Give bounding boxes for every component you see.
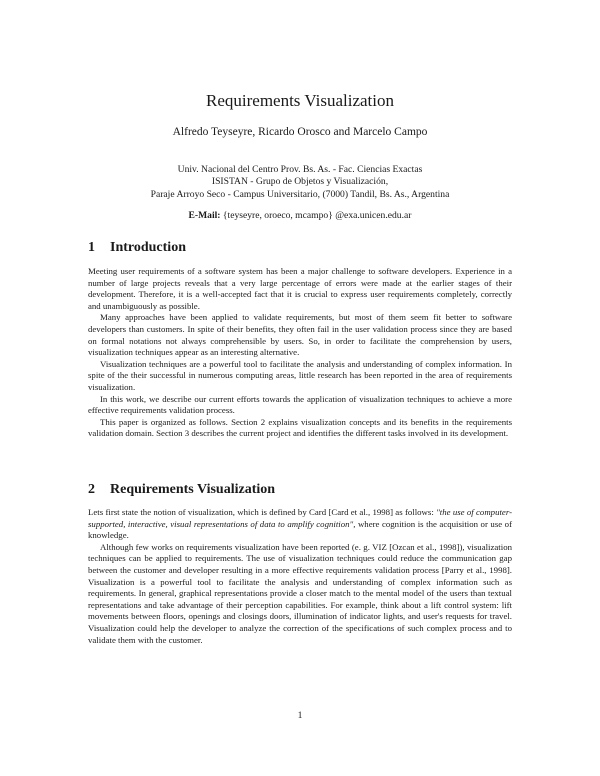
affiliation-block: [0, 164, 600, 201]
email-line: [0, 210, 600, 222]
email-label: E-Mail:: [188, 210, 221, 221]
section-number: 1: [88, 240, 95, 255]
section-title: Requirements Visualization: [110, 482, 276, 497]
page-number: 1: [297, 710, 303, 721]
paragraph: This paper is organized as follows. Section 2 explains visualization concepts and its benefits in the requirements validation domain. Section 3 describes the current project and identifies the different tasks involved in its development.: [88, 416, 512, 439]
definition-quote: "the use of computer-supported, interactive, visual representations of data to amplify cognition",: [88, 507, 512, 529]
definition-intro: Lets first state the notion of visualization, which is defined by Card [Card et al., 1998] as follows:: [88, 507, 434, 517]
paragraph: Many approaches have been applied to validate requirements, but most of them seem fit better to software developers than customers. In spite of their benefits, they often fail in the user validation process since they are based on formal notations not always comprehensible by users. So, in order to facilitate the comprehension by users, visualization techniques appear as an interesting alternative.: [88, 312, 512, 358]
affiliation-line: ISISTAN - Grupo de Objetos y Visualización,: [211, 176, 389, 188]
paper-title: Requirements Visualization: [206, 91, 394, 110]
paragraph: Visualization techniques are a powerful tool to facilitate the analysis and understanding of complex information. In spite of the their successful in numerous computing areas, little research has been reported in the area of requirements visualization.: [88, 358, 512, 392]
section-heading-requirements-visualization: [88, 482, 275, 498]
paragraph: Although few works on requirements visualization have been reported (e. g. VIZ [Ozcan et al., 1998]), visualization techniques can be applied to requirements. The use of visualization techniques could reduce the communication gap between the customer and developer resulting in a more effective requirements validation process [Parry et al., 1998]. Visualization is a powerful tool to facilitate the analysis and understanding of complex information such as requirements. In general, graphical representations provide a closer match to the mental model of the users than textual representations and take advantage of their perception capabilities. For example, think about a lift control system: lift movements between floors, openings and closings doors, illumination of indicator lights, and user's requests for travel. Visualization could help the developer to analyze the correction of the specifications of such complex process and to validate them with the customer.: [88, 541, 512, 645]
paragraph: [88, 507, 512, 542]
author-list: Alfredo Teyseyre, Ricardo Orosco and Marcelo Campo: [172, 126, 428, 138]
definition-outro: where cognition is the acquisition or use of knowledge.: [88, 518, 513, 541]
section-number: 2: [88, 482, 95, 497]
affiliation-line: Univ. Nacional del Centro Prov. Bs. As. - Fac. Ciencias Exactas: [177, 164, 423, 175]
email-address: {teyseyre, oroeco, mcampo} @exa.unicen.edu.ar: [222, 210, 412, 221]
paragraph: Meeting user requirements of a software system has been a major challenge to software developers. Experience in a number of large projects reveals that a very large percentage of errors were made at the earlier stages of their development. Therefore, it is a well-accepted fact that it is crucial to express user requirements completely, correctly and unambiguously as possible.: [88, 266, 512, 311]
section-body-requirements-visualization: [88, 507, 512, 646]
affiliation-line: Paraje Arroyo Seco - Campus Universitario, (7000) Tandil, Bs. As., Argentina: [150, 188, 450, 200]
section-heading-introduction: [88, 240, 186, 256]
section-title: Introduction: [110, 240, 186, 255]
paragraph: In this work, we describe our current efforts towards the application of visualization techniques to achieve a more effective requirements validation process.: [88, 393, 512, 416]
section-body-introduction: [88, 266, 512, 440]
